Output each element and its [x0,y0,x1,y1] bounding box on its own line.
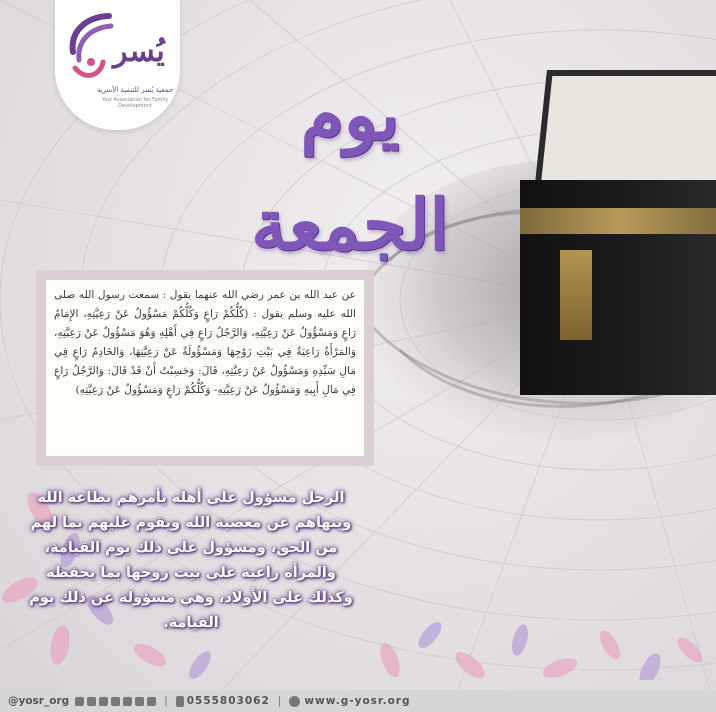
youtube-icon[interactable] [123,697,132,706]
telegram-icon[interactable] [75,697,84,706]
phone-number[interactable]: 0555803062 [186,695,270,707]
tiktok-icon[interactable] [135,697,144,706]
website-link[interactable]: www.g-yosr.org [304,695,411,707]
logo-subtitle-en: Yosr Association for Family Development [101,97,169,109]
hadith-card [46,280,364,456]
social-icons [75,697,156,706]
hadith-explanation: الرجل مسؤول على أهله يأمرهم بطاعة الله وينهاهم عن معصية الله ويقوم عليهم بما لهم من الحق، ومسؤول على ذلك يوم القيامة، والمرأة راعية على بيت زوجها بما يحفظه وكذلك على الأولاد، وهي مسؤولة عن ذلك يوم القيامة. [29,490,353,631]
x-icon[interactable] [111,697,120,706]
hadith-text: عن عبد الله بن عمر رضي الله عنهما يقول : سمعت رسول الله صلى الله عليه وسلم يقول : (كُلُّكُمْ رَاعٍ وَكُلُّكُمْ مَسْؤُولٌ عَنْ رَعِيَّتِهِ، الإِمَامُ رَاعٍ وَمَسْؤُولٌ عَنْ رَعِيَّتِهِ، وَالرَّجُلُ رَاعٍ فِي أَهْلِهِ وَهُوَ مَسْؤُولٌ عَنْ رَعِيَّتِهِ، وَالمَرْأَةُ رَاعِيَةٌ فِي بَيْتِ زَوْجِهَا وَمَسْؤُولَةٌ عَنْ رَعِيَّتِهَا، وَالخَادِمُ رَاعٍ فِي مَالِ سَيِّدِهِ وَمَسْؤُولٌ عَنْ رَعِيَّتِهِ، قَالَ: وَحَسِبْتُ أَنْ قَدْ قَالَ: وَالرَّجُلُ رَاعٍ فِي مَالِ أَبِيهِ وَمَسْؤُولٌ عَنْ رَعِيَّتِهِ- وَكُلُّكُمْ رَاعٍ وَمَسْؤُولٌ عَنْ رَعِيَّتِهِ) [54,289,356,396]
linkedin-icon[interactable] [147,697,156,706]
logo-subtitle-ar: جمعية يُسر للتنمية الأسرية [96,86,174,94]
globe-icon [289,696,300,707]
instagram-icon[interactable] [87,697,96,706]
yosr-logo-icon [65,12,115,82]
kaaba-kiswah [520,180,716,395]
social-handle[interactable]: @yosr_org [8,695,70,707]
logo-badge [55,0,180,130]
snapchat-icon[interactable] [99,697,108,706]
kaaba-gold-band [520,208,716,234]
kaaba-door [560,250,592,340]
footer-divider: | [277,695,282,707]
page-title: يوم الجمعة [251,73,449,266]
logo-wordmark: يُسر [113,34,165,69]
contact-footer [0,690,716,712]
kaaba-image [520,70,716,400]
phone-icon [176,696,184,707]
footer-divider: | [164,695,168,707]
